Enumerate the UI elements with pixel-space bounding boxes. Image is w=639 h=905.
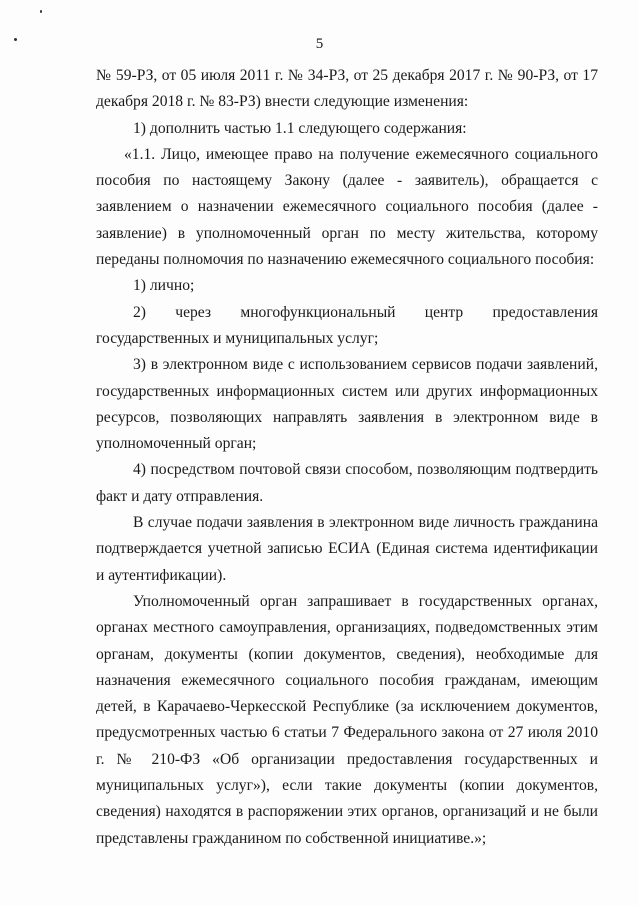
list-item: 4) посредством почтовой связи способом, позволяющим подтвердить факт и дату отправления. <box>96 461 598 505</box>
document-body <box>96 63 598 852</box>
page-number: 5 <box>315 36 324 52</box>
list-item: 1) лично; <box>133 277 195 295</box>
scan-speck <box>40 10 42 13</box>
list-item: 2) через многофункциональный центр предоставления государственных и муниципальных услуг; <box>96 303 598 347</box>
paragraph: Уполномоченный орган запрашивает в государственных органах, органах местного самоуправления, организациях, подведомственных этим органам, документы (копии документов, сведения), необходимые для назначения ежемесячного социального пособия гражданам, имеющим детей, в Карачаево-Черкесской Республике (за исключением документов, предусмотренных частью 6 статьи 7 Федерального закона от 27 июля 2010 г. № 210-ФЗ «Об организации предоставления государственных и муниципальных услуг»), если такие документы (копии документов, сведения) находятся в распоряжении этих органов, организаций и не были представлены гражданином по собственной инициативе.»; <box>96 592 598 847</box>
paragraph: В случае подачи заявления в электронном виде личность гражданина подтверждается учетной записью ЕСИА (Единая система идентификации и аутентификации). <box>96 514 598 584</box>
paragraph: «1.1. Лицо, имеющее право на получение ежемесячного социального пособия по настоящему Закону (далее - заявитель), обращается с заявлением о назначении ежемесячного социального пособия (далее - заявление) в уполномоченный орган по месту жительства, которому переданы полномочия по назначению ежемесячного социального пособия: <box>96 145 598 269</box>
paragraph: 1) дополнить частью 1.1 следующего содержания: <box>133 119 467 137</box>
paragraph: № 59-РЗ, от 05 июля 2011 г. № 34-РЗ, от 25 декабря 2017 г. № 90-РЗ, от 17 декабря 2018 г. № 83-РЗ) внести следующие изменения: <box>96 67 598 111</box>
list-item: 3) в электронном виде с использованием сервисов подачи заявлений, государственных информационных систем или других информационных ресурсов, позволяющих направлять заявления в электронном виде в уполномоченный орган; <box>96 356 598 453</box>
